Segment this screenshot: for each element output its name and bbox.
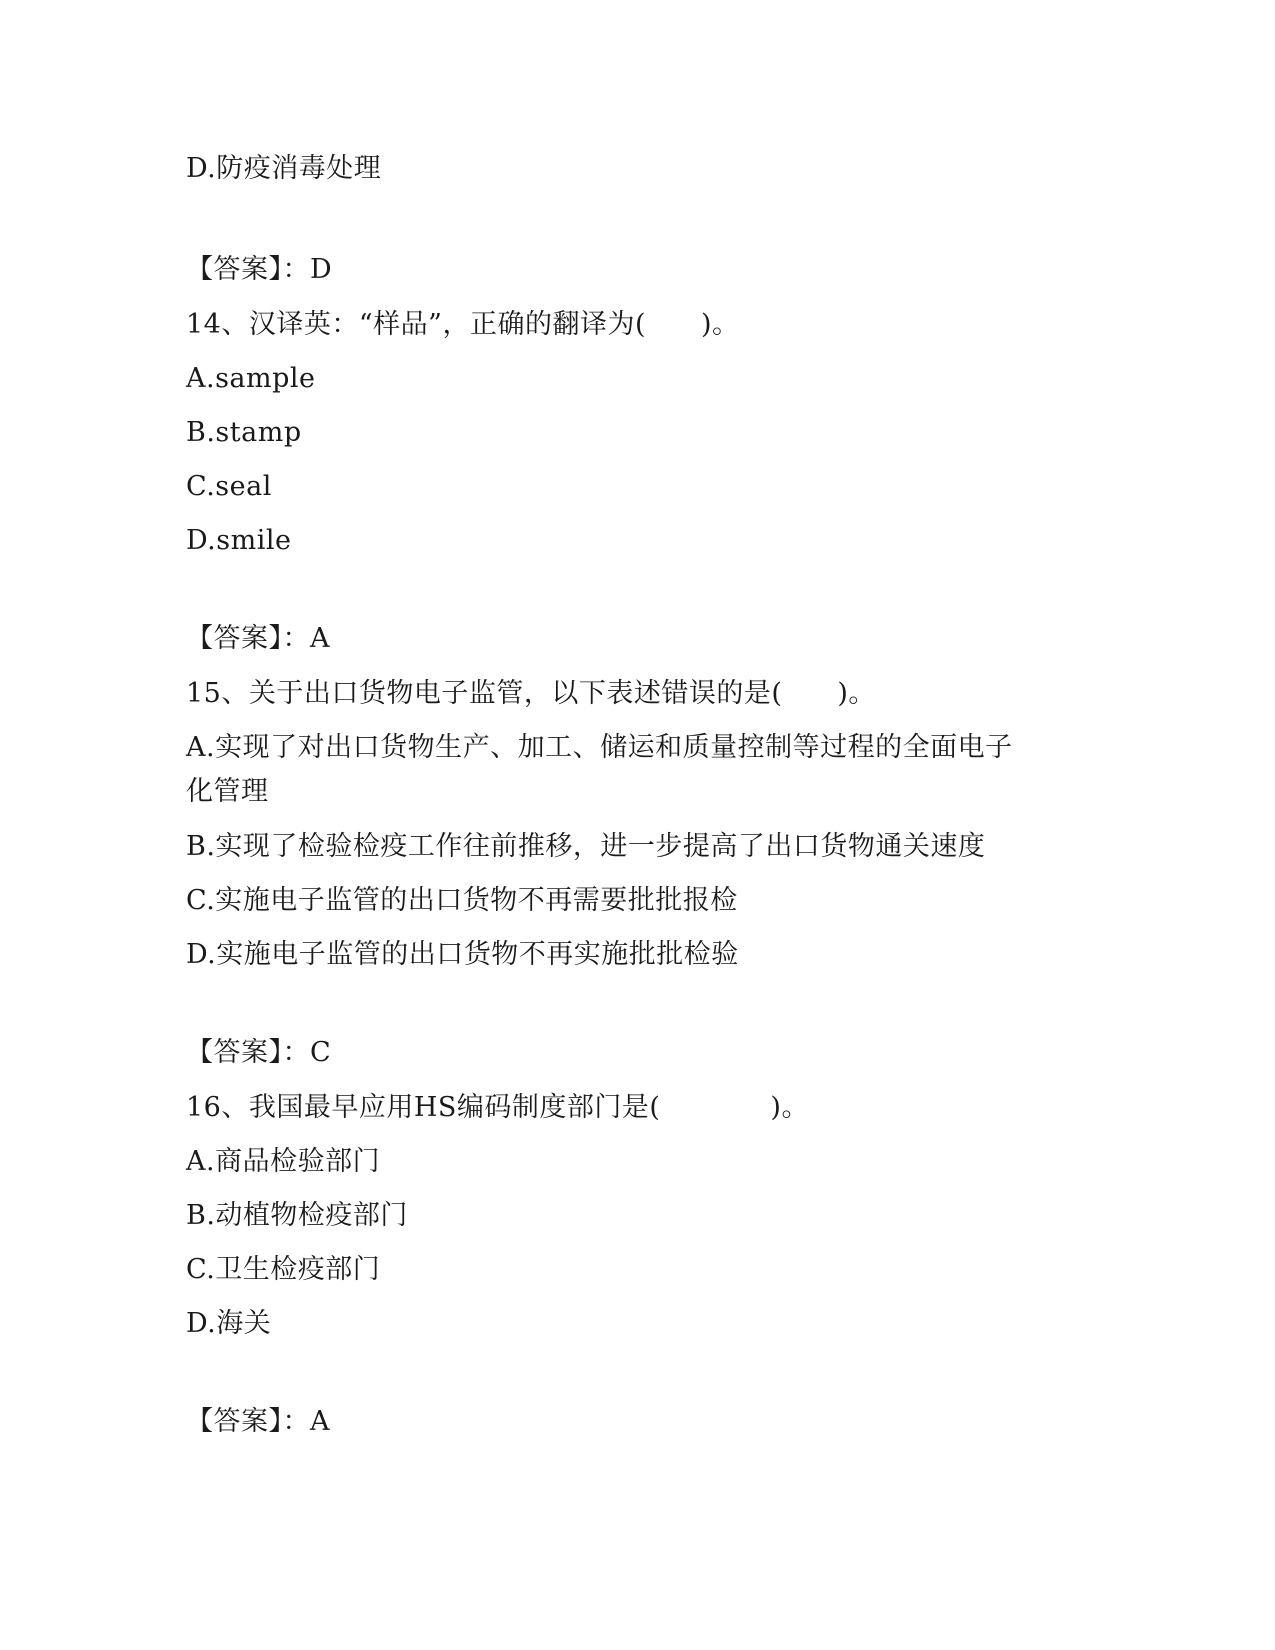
q15-stem: 15、关于出口货物电子监管，以下表述错误的是( )。 — [186, 678, 876, 709]
q16-option-b: B.动植物检疫部门 — [186, 1200, 408, 1231]
q16-stem: 16、我国最早应用HS编码制度部门是( )。 — [186, 1092, 809, 1123]
q16-answer: 【答案】：A — [186, 1406, 330, 1437]
q14-option-d: D.smile — [186, 525, 292, 556]
q13-answer: 【答案】：D — [186, 254, 333, 285]
q14-option-b: B.stamp — [186, 417, 302, 448]
q14-option-a: A.sample — [186, 363, 316, 394]
q16-option-d: D.海关 — [186, 1308, 272, 1339]
q15-answer: 【答案】：C — [186, 1037, 332, 1068]
q15-option-d: D.实施电子监管的出口货物不再实施批批检验 — [186, 939, 739, 970]
q15-option-a-line2: 化管理 — [186, 776, 269, 807]
q15-option-c: C.实施电子监管的出口货物不再需要批批报检 — [186, 885, 738, 916]
q16-option-a: A.商品检验部门 — [186, 1146, 381, 1177]
q15-option-b: B.实现了检验检疫工作往前推移，进一步提高了出口货物通关速度 — [186, 831, 986, 862]
q13-option-d: D.防疫消毒处理 — [186, 153, 382, 184]
q16-option-c: C.卫生检疫部门 — [186, 1254, 381, 1285]
q14-option-c: C.seal — [186, 471, 272, 502]
q15-option-a-line1: A.实现了对出口货物生产、加工、储运和质量控制等过程的全面电子 — [186, 732, 1013, 763]
q14-stem: 14、汉译英：“样品”，正确的翻译为( )。 — [186, 309, 740, 340]
q14-answer: 【答案】：A — [186, 623, 330, 654]
